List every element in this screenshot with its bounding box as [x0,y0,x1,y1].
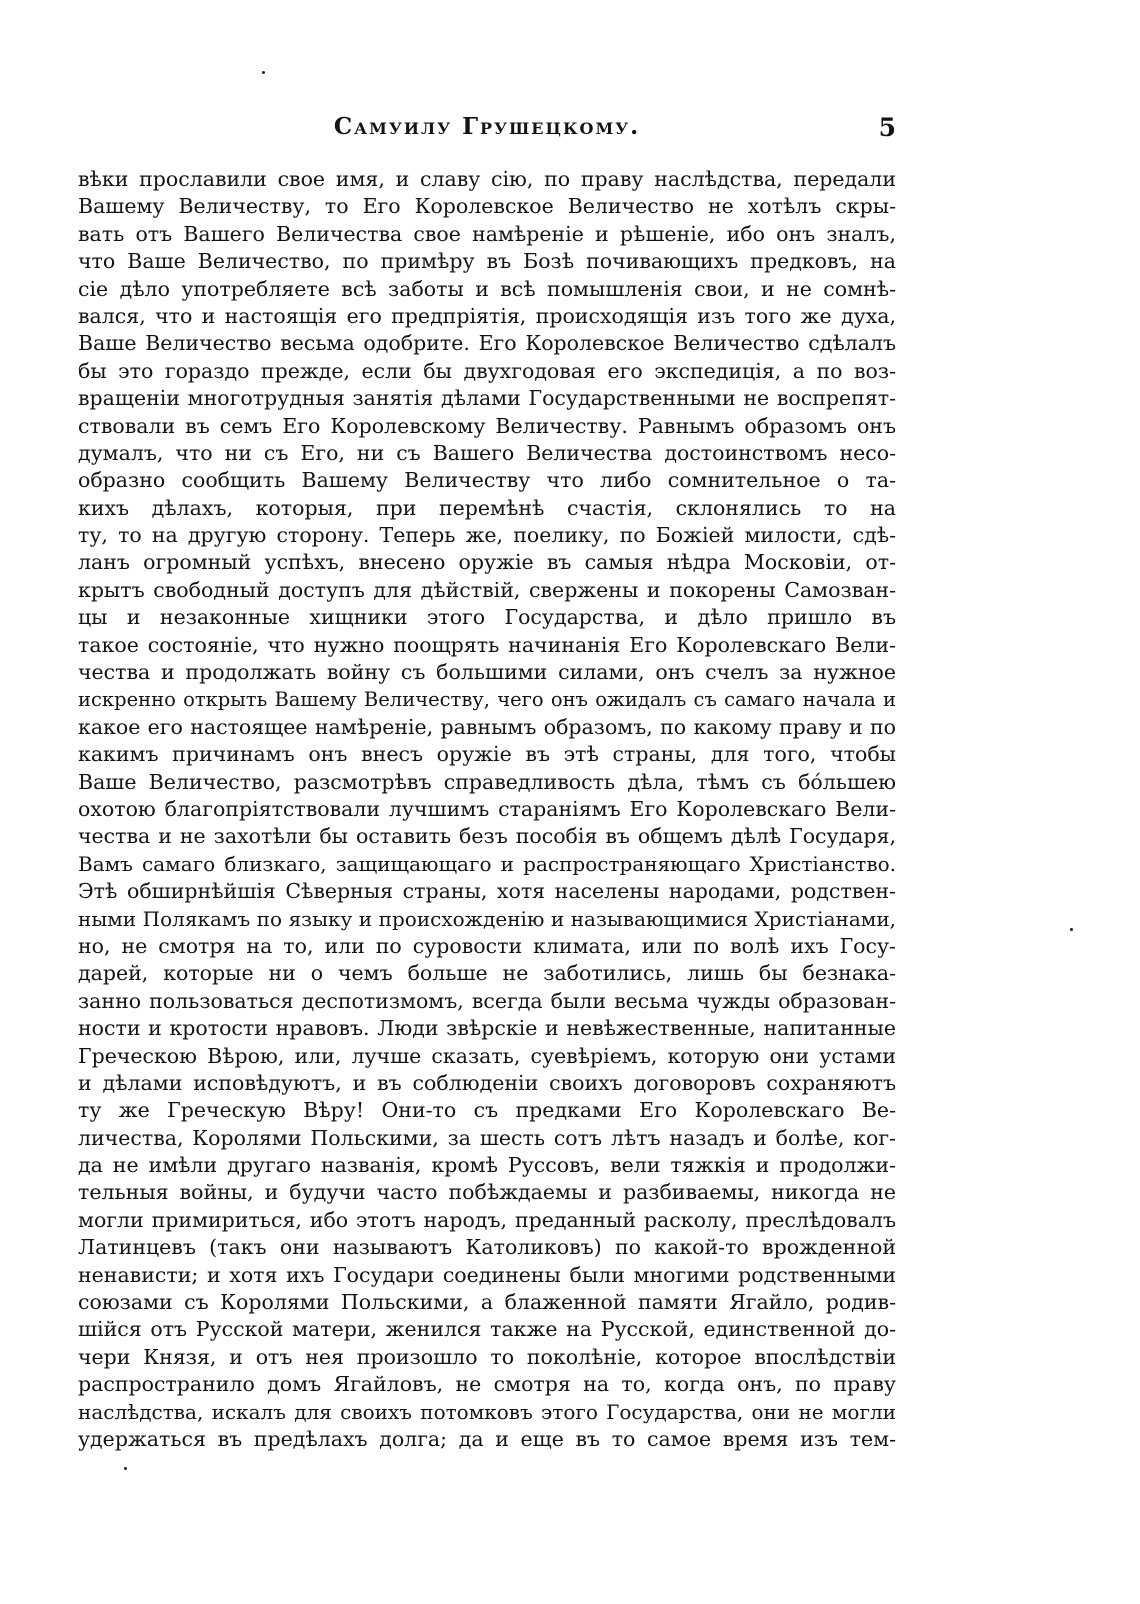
text-line: и дѣлами исповѣдуютъ, и въ соблюденіи своихъ договоровъ сохраняютъ [78,1070,896,1095]
text-line: Вамъ самаго близкаго, защищающаго и распространяющаго Христіанство. [78,851,896,876]
text-line: думалъ, что ни съ Его, ни съ Вашего Величества достоинствомъ несо- [78,440,896,465]
text-line: Вашему Величеству, то Его Королевское Величество не хотѣлъ скры- [78,194,896,219]
text-line: шійся отъ Русской матери, женился также на Русской, единственной до- [78,1317,896,1342]
text-line: какое его настоящее намѣреніе, равнымъ образомъ, по какому праву и по [78,714,896,739]
text-line: ности и кротости нравовъ. Люди звѣрскіе и невѣжественные, напитанные [78,1016,896,1041]
text-line: да не имѣли другаго названія, кромѣ Руссовъ, вели тяжкія и продолжи- [78,1153,896,1178]
text-line: тельныя войны, и будучи часто побѣждаемы и разбиваемы, никогда не [78,1180,896,1205]
text-line: но, не смотря на то, или по суровости климата, или по волѣ ихъ Госу- [78,933,896,958]
text-line: что Ваше Величество, по примѣру въ Бозѣ почивающихъ предковъ, на [78,249,896,274]
text-line: удержаться въ предѣлахъ долга; да и еще въ то самое время изъ тем- [78,1426,896,1451]
text-line: ствовали въ семъ Его Королевскому Величеству. Равнымъ образомъ онъ [78,413,896,438]
text-line: Ваше Величество, разсмотрѣвъ справедливость дѣла, тѣмъ съ бо́льшею [78,769,896,794]
text-line: Ваше Величество весьма одобрите. Его Королевское Величество сдѣлалъ [78,331,896,356]
text-line: личества, Королями Польскими, за шесть сотъ лѣтъ назадъ и болѣе, ког- [78,1125,896,1150]
text-line: ту же Греческую Вѣру! Они-то съ предками Его Королевскаго Ве- [78,1098,896,1123]
running-title: Самуилу Грушецкому. [333,113,641,140]
text-line: вать отъ Вашего Величества свое намѣреніе и рѣшеніе, ибо онъ зналъ, [78,221,896,246]
text-line: ланъ огромный успѣхъ, внесено оружіе въ самыя нѣдра Московіи, от- [78,550,896,575]
scan-speck [1070,928,1073,931]
text-line: охотою благопріятствовали лучшимъ стараніямъ Его Королевскаго Вели- [78,796,896,821]
text-line: сіе дѣло употребляете всѣ заботы и всѣ помышленія свои, и не сомнѣ- [78,276,896,301]
text-line: ненависти; и хотя ихъ Государи соединены были многими родственными [78,1262,896,1287]
text-line: занно пользоваться деспотизмомъ, всегда были весьма чужды образован- [78,988,896,1013]
text-line: Этѣ обширнѣйшія Сѣверныя страны, хотя населены народами, родствен- [78,879,896,904]
text-line: такое состояніе, что нужно поощрять начинанія Его Королевскаго Вели- [78,632,896,657]
text-line: цы и незаконные хищники этого Государства, и дѣло пришло въ [78,605,896,630]
scan-speck [124,1467,127,1470]
text-line: бы это гораздо прежде, если бы двухгодовая его экспедиція, а по воз- [78,358,896,383]
text-line: могли примириться, ибо этотъ народъ, преданный расколу, преслѣдовалъ [78,1207,896,1232]
text-line: чества и не захотѣли бы оставить безъ пособія въ общемъ дѣлѣ Государя, [78,824,896,849]
text-line: союзами съ Королями Польскими, а блаженной памяти Ягайло, родив- [78,1290,896,1315]
text-line: чери Князя, и отъ нея произошло то поколѣніе, которое впослѣдствіи [78,1344,896,1369]
text-line: Латинцевъ (такъ они называютъ Католиковъ) по какой-то врожденной [78,1235,896,1260]
text-line: искренно открыть Вашему Величеству, чего онъ ожидалъ съ самаго начала и [78,688,896,712]
scan-speck [262,71,265,74]
text-line: чества и продолжать войну съ большими силами, онъ счелъ за нужное [78,660,896,685]
page-header [78,113,896,153]
page-number: 5 [878,113,896,142]
text-line: вращеніи многотрудныя занятія дѣлами Государственными не воспрепят- [78,386,896,411]
text-line: вался, что и настоящія его предпріятія, происходящія изъ того же духа, [78,303,896,328]
text-line: какимъ причинамъ онъ внесъ оружіе въ этѣ страны, для того, чтобы [78,742,896,767]
text-line: ту, то на другую сторону. Теперь же, поелику, по Божіей милости, сдѣ- [78,523,896,548]
body-text [78,166,896,1453]
text-line: вѣки прославили свое имя, и славу сію, по праву наслѣдства, передали [78,167,896,191]
text-line: кихъ дѣлахъ, которыя, при перемѣнѣ счастія, склонялись то на [78,495,896,520]
text-line: крытъ свободный доступъ для дѣйствій, свержены и покорены Самозван- [78,577,896,602]
text-line: образно сообщить Вашему Величеству что либо сомнительное о та- [78,468,896,493]
text-line: ными Полякамъ по языку и происхожденію и называющимися Христіанами, [78,906,896,931]
text-line: дарей, которые ни о чемъ больше не заботились, лишь бы безнака- [78,961,896,986]
text-line: распространило домъ Ягайловъ, не смотря на то, когда онъ, по праву [78,1372,896,1397]
text-line: Греческою Вѣрою, или, лучше сказать, суевѣріемъ, которую они устами [78,1043,896,1068]
text-line: наслѣдства, искалъ для своихъ потомковъ этого Государства, они не могли [78,1399,896,1424]
